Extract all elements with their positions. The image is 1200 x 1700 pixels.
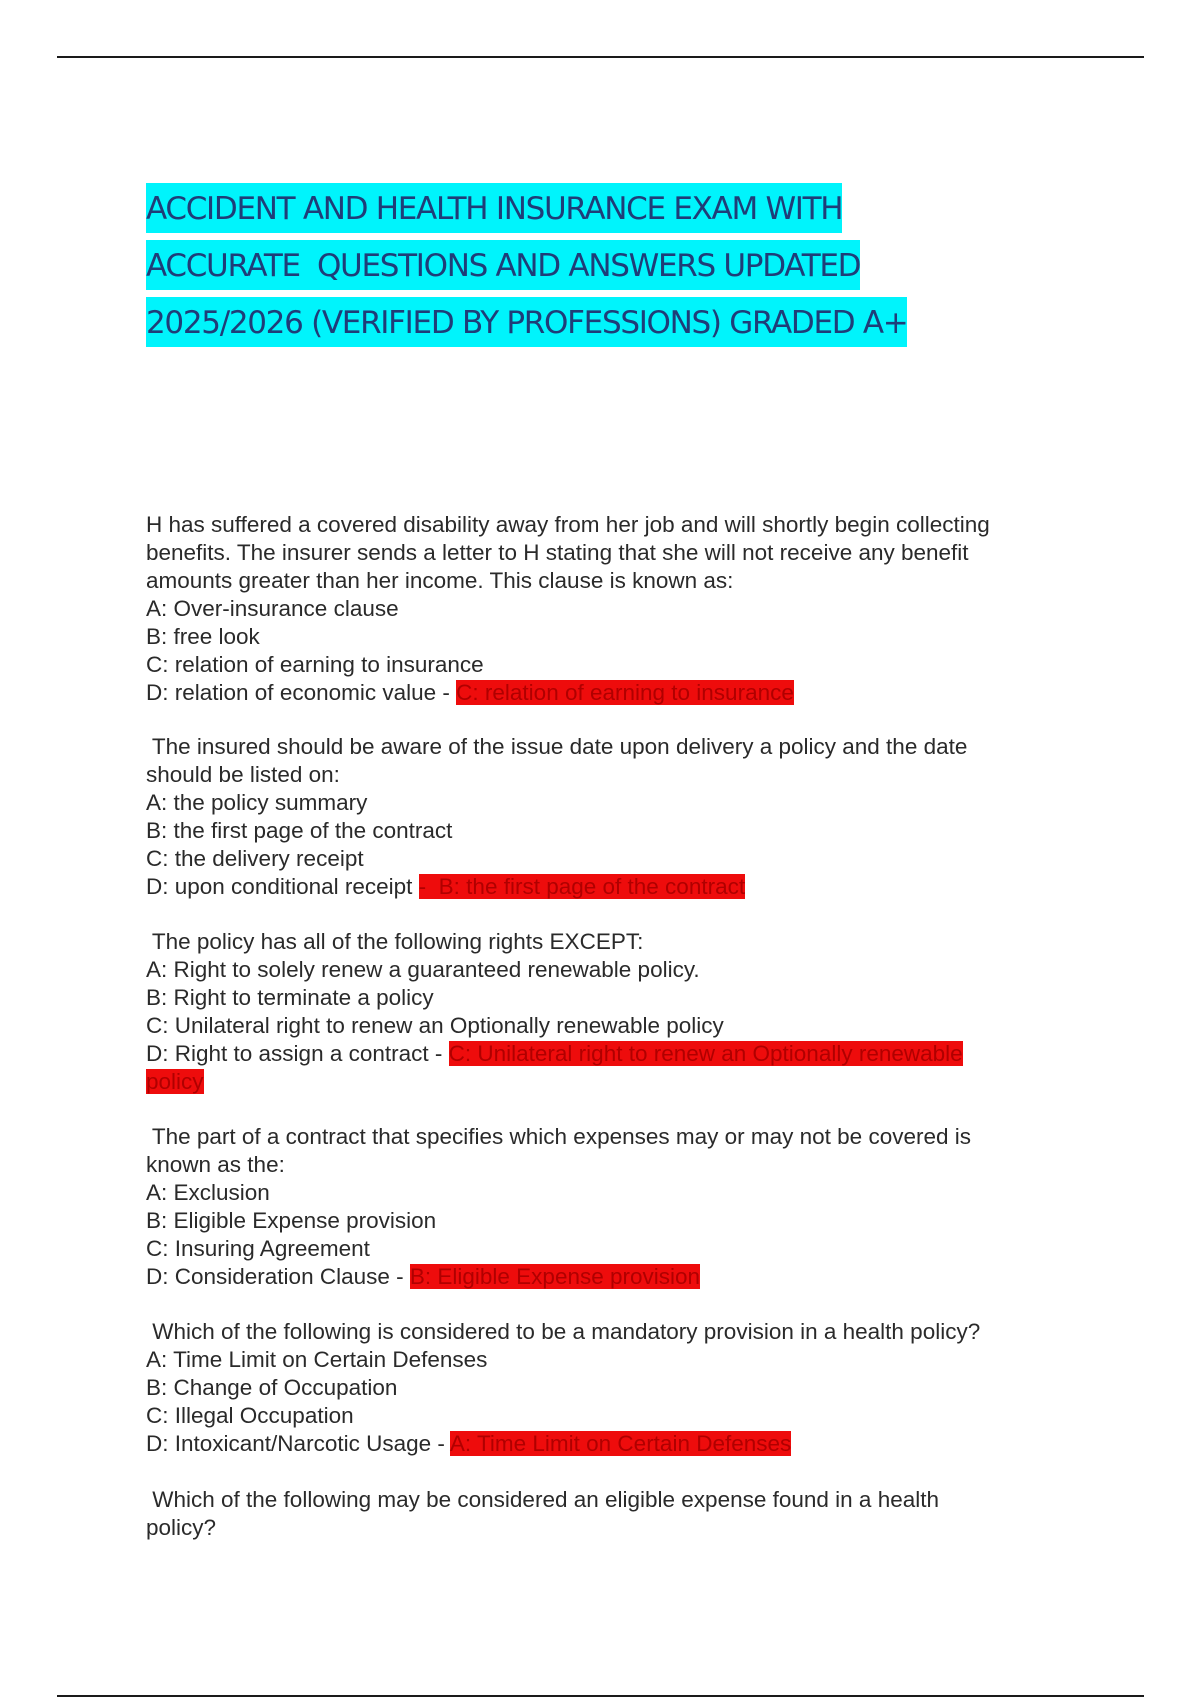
option-d: D: relation of economic value - <box>146 680 457 705</box>
option-d-with-answer <box>146 1430 1066 1458</box>
question-block <box>146 1123 1066 1291</box>
question-text: The insured should be aware of the issue date upon delivery a policy and the date <box>146 734 968 759</box>
question-text: Which of the following may be considered an eligible expense found in a health <box>146 1487 940 1512</box>
option-d: D: Consideration Clause - <box>146 1264 410 1289</box>
title-line: 2025/2026 (VERIFIED BY PROFESSIONS) GRADED A+ <box>146 297 907 347</box>
answer-highlight: - B: the first page of the contract <box>418 874 746 899</box>
option-c: C: Insuring Agreement <box>146 1236 370 1261</box>
option-d: D: upon conditional receipt <box>146 874 419 899</box>
option-a: A: Over-insurance clause <box>146 596 399 621</box>
option-d-with-answer <box>146 1040 1066 1068</box>
answer-highlight: C: Unilateral right to renew an Optionally renewable <box>448 1041 963 1066</box>
footer-rule <box>57 1695 1144 1697</box>
question-text: H has suffered a covered disability away from her job and will shortly begin collecting <box>146 512 990 537</box>
option-d-with-answer <box>146 679 1066 707</box>
option-b: B: Right to terminate a policy <box>146 985 434 1010</box>
answer-highlight: C: relation of earning to insurance <box>456 680 794 705</box>
option-c: C: relation of earning to insurance <box>146 652 484 677</box>
option-a: A: Right to solely renew a guaranteed renewable policy. <box>146 957 700 982</box>
answer-highlight-continued: policy <box>146 1069 204 1094</box>
option-d-with-answer <box>146 1263 1066 1291</box>
question-text: The part of a contract that specifies which expenses may or may not be covered is <box>146 1124 971 1149</box>
question-block <box>146 1486 1066 1542</box>
question-text: should be listed on: <box>146 762 340 787</box>
option-a: A: the policy summary <box>146 790 368 815</box>
option-d: D: Right to assign a contract - <box>146 1041 449 1066</box>
option-b: B: free look <box>146 624 260 649</box>
option-c: C: Unilateral right to renew an Optionally renewable policy <box>146 1013 724 1038</box>
question-text: amounts greater than her income. This clause is known as: <box>146 568 734 593</box>
answer-highlight: B: Eligible Expense provision <box>409 1264 701 1289</box>
question-block <box>146 511 1066 707</box>
question-text: benefits. The insurer sends a letter to H stating that she will not receive any benefit <box>146 540 969 565</box>
question-text: known as the: <box>146 1152 285 1177</box>
title-line: ACCIDENT AND HEALTH INSURANCE EXAM WITH <box>146 183 842 233</box>
option-a: A: Time Limit on Certain Defenses <box>146 1347 488 1372</box>
option-b: B: the first page of the contract <box>146 818 453 843</box>
document-title <box>146 181 1046 352</box>
option-c: C: Illegal Occupation <box>146 1403 354 1428</box>
option-d-with-answer <box>146 873 1066 901</box>
option-b: B: Eligible Expense provision <box>146 1208 437 1233</box>
question-text: The policy has all of the following rights EXCEPT: <box>146 929 644 954</box>
question-block <box>146 733 1066 901</box>
answer-continuation-line <box>146 1068 1066 1096</box>
title-line: ACCURATE QUESTIONS AND ANSWERS UPDATED <box>146 240 860 290</box>
answer-highlight: A: Time Limit on Certain Defenses <box>449 1431 792 1456</box>
option-c: C: the delivery receipt <box>146 846 364 871</box>
header-rule <box>57 56 1144 58</box>
question-text: policy? <box>146 1515 217 1540</box>
option-b: B: Change of Occupation <box>146 1375 398 1400</box>
question-text: Which of the following is considered to be a mandatory provision in a health policy? <box>146 1319 981 1344</box>
question-block <box>146 928 1066 1096</box>
option-d: D: Intoxicant/Narcotic Usage - <box>146 1431 450 1456</box>
question-block <box>146 1318 1066 1458</box>
option-a: A: Exclusion <box>146 1180 270 1205</box>
